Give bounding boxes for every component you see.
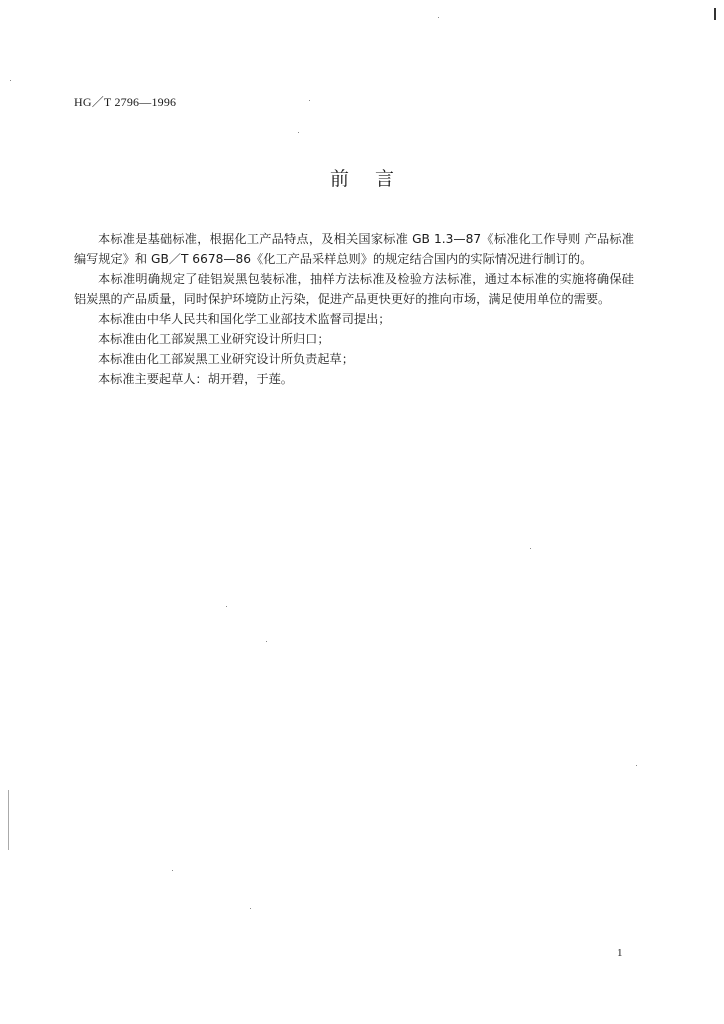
scan-speck <box>298 132 299 133</box>
scan-edge-mark <box>8 790 9 850</box>
scan-speck <box>250 908 251 909</box>
paragraph: 本标准由化工部炭黑工业研究设计所负责起草； <box>98 352 354 366</box>
paragraph: 本标准是基础标准，根据化工产品特点，及相关国家标准 GB 1.3—87《标准化工作导则 产品标准编写规定》和 GB／T 6678—86《化工产品采样总则》的规定结合国内的实际情况进行制订的。 <box>74 232 634 266</box>
scan-speck <box>309 100 310 101</box>
paragraph: 本标准由中华人民共和国化学工业部技术监督司提出； <box>98 312 391 326</box>
scan-speck <box>438 17 439 18</box>
page-title: 前言 <box>329 168 420 190</box>
standard-number: HG／T 2796—1996 <box>74 95 177 109</box>
scan-speck <box>226 606 227 607</box>
scan-speck <box>530 548 531 549</box>
paragraph: 本标准主要起草人：胡开碧，于莲。 <box>98 372 293 386</box>
paragraph: 本标准明确规定了硅铝炭黑包装标准，抽样方法标准及检验方法标准，通过本标准的实施将确保硅铝炭黑的产品质量，同时保护环境防止污染，促进产品更快更好的推向市场，满足使用单位的需要。 <box>74 272 634 306</box>
scan-speck <box>266 641 267 642</box>
foreword-body <box>74 229 634 389</box>
scan-speck <box>172 870 173 871</box>
paragraph: 本标准由化工部炭黑工业研究设计所归口； <box>98 332 330 346</box>
scan-speck <box>636 765 637 766</box>
scan-edge-mark <box>714 8 716 20</box>
scan-speck <box>10 80 11 81</box>
page-number: 1 <box>617 947 623 959</box>
